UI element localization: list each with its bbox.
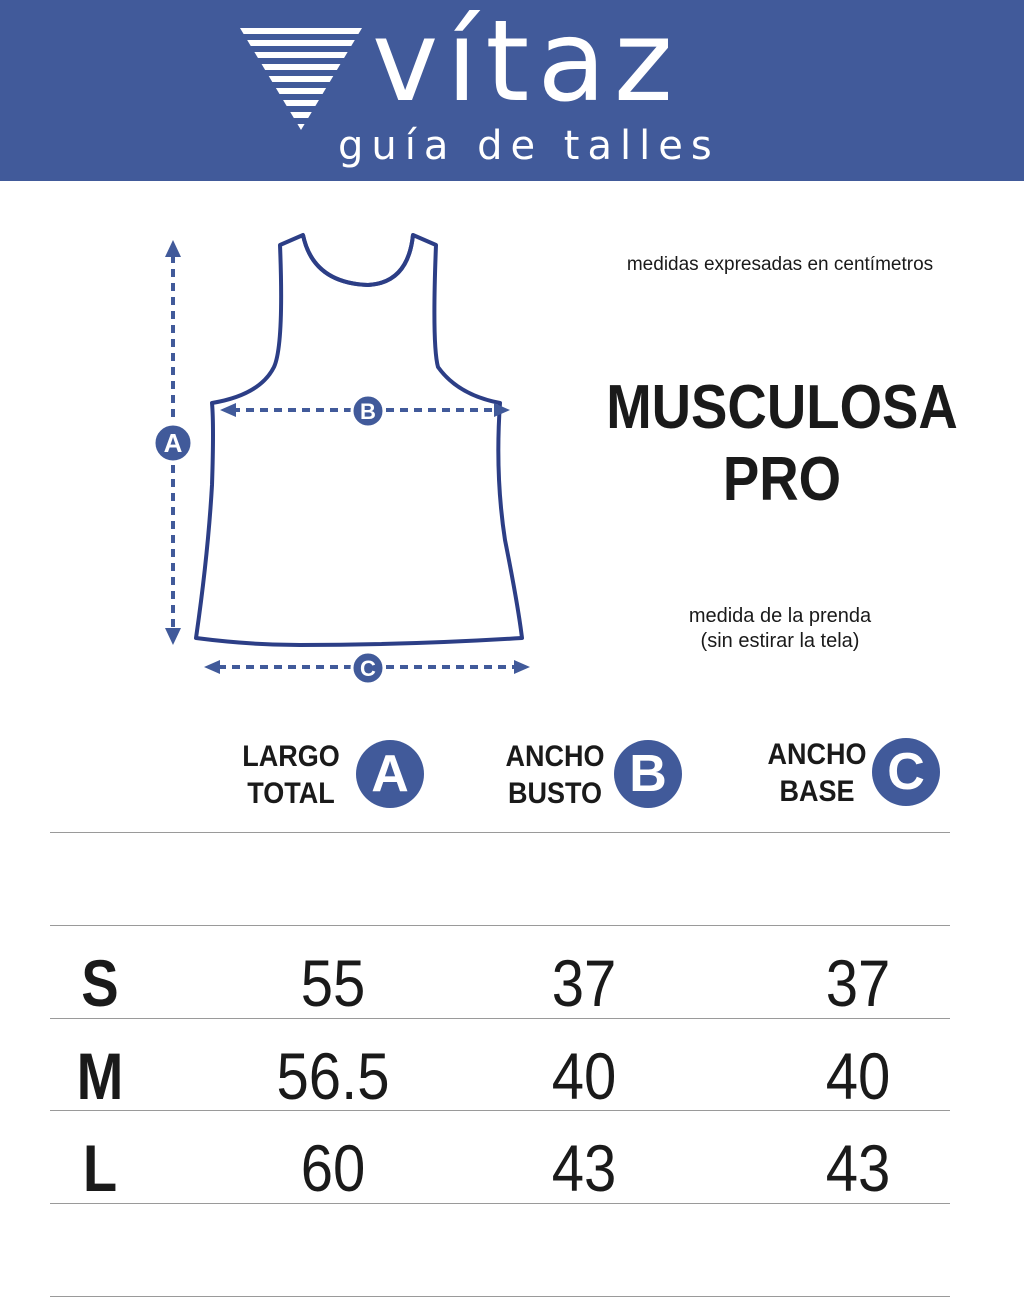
column-header-line2: BASE xyxy=(779,775,855,808)
column-header-ancho-busto xyxy=(494,730,694,820)
marker-a-label: A xyxy=(163,428,183,458)
product-title-line1: MUSCULOSA xyxy=(606,373,958,442)
tank-top-diagram xyxy=(140,225,560,695)
size-label: L xyxy=(82,1131,118,1205)
column-header-line1: ANCHO xyxy=(505,740,605,773)
brand-name: vítaz xyxy=(372,0,681,127)
table-rule xyxy=(50,832,950,833)
table-row xyxy=(50,1121,950,1213)
value-largo-total: 55 xyxy=(300,946,366,1020)
column-header-line1: LARGO xyxy=(242,740,340,773)
garment-note xyxy=(640,604,920,654)
value-largo-total: 56.5 xyxy=(276,1039,390,1113)
brand-logo-icon xyxy=(240,28,362,130)
value-ancho-base: 43 xyxy=(825,1131,891,1205)
value-ancho-base: 40 xyxy=(825,1039,891,1113)
table-rule xyxy=(50,1296,950,1297)
column-header-ancho-base xyxy=(756,730,956,820)
column-badge-c: C xyxy=(872,738,940,806)
header-subtitle: guía de talles xyxy=(338,123,720,169)
garment-note-line2: (sin estirar la tela) xyxy=(700,630,860,652)
product-title xyxy=(606,372,958,516)
size-label: S xyxy=(81,946,119,1020)
column-badge-a: A xyxy=(356,740,424,808)
size-label: M xyxy=(76,1039,124,1113)
value-ancho-busto: 40 xyxy=(551,1039,617,1113)
column-header-line2: BUSTO xyxy=(507,777,603,810)
tank-top-outline xyxy=(196,235,522,645)
marker-b-label: B xyxy=(360,399,376,424)
value-largo-total: 60 xyxy=(300,1131,366,1205)
table-row xyxy=(50,1029,950,1121)
value-ancho-base: 37 xyxy=(825,946,891,1020)
table-rule xyxy=(50,925,950,926)
marker-c-label: C xyxy=(360,656,376,681)
column-header-line2: TOTAL xyxy=(247,777,335,810)
garment-note-line1: medida de la prenda xyxy=(688,605,872,627)
value-ancho-busto: 37 xyxy=(551,946,617,1020)
column-header-largo-total xyxy=(230,730,430,820)
column-header-line1: ANCHO xyxy=(767,738,867,771)
table-row xyxy=(50,936,950,1028)
column-badge-b: B xyxy=(614,740,682,808)
units-note: medidas expresadas en centímetros xyxy=(626,254,934,275)
value-ancho-busto: 43 xyxy=(551,1131,617,1205)
header-banner xyxy=(0,0,1024,181)
product-title-line2: PRO xyxy=(722,445,842,514)
